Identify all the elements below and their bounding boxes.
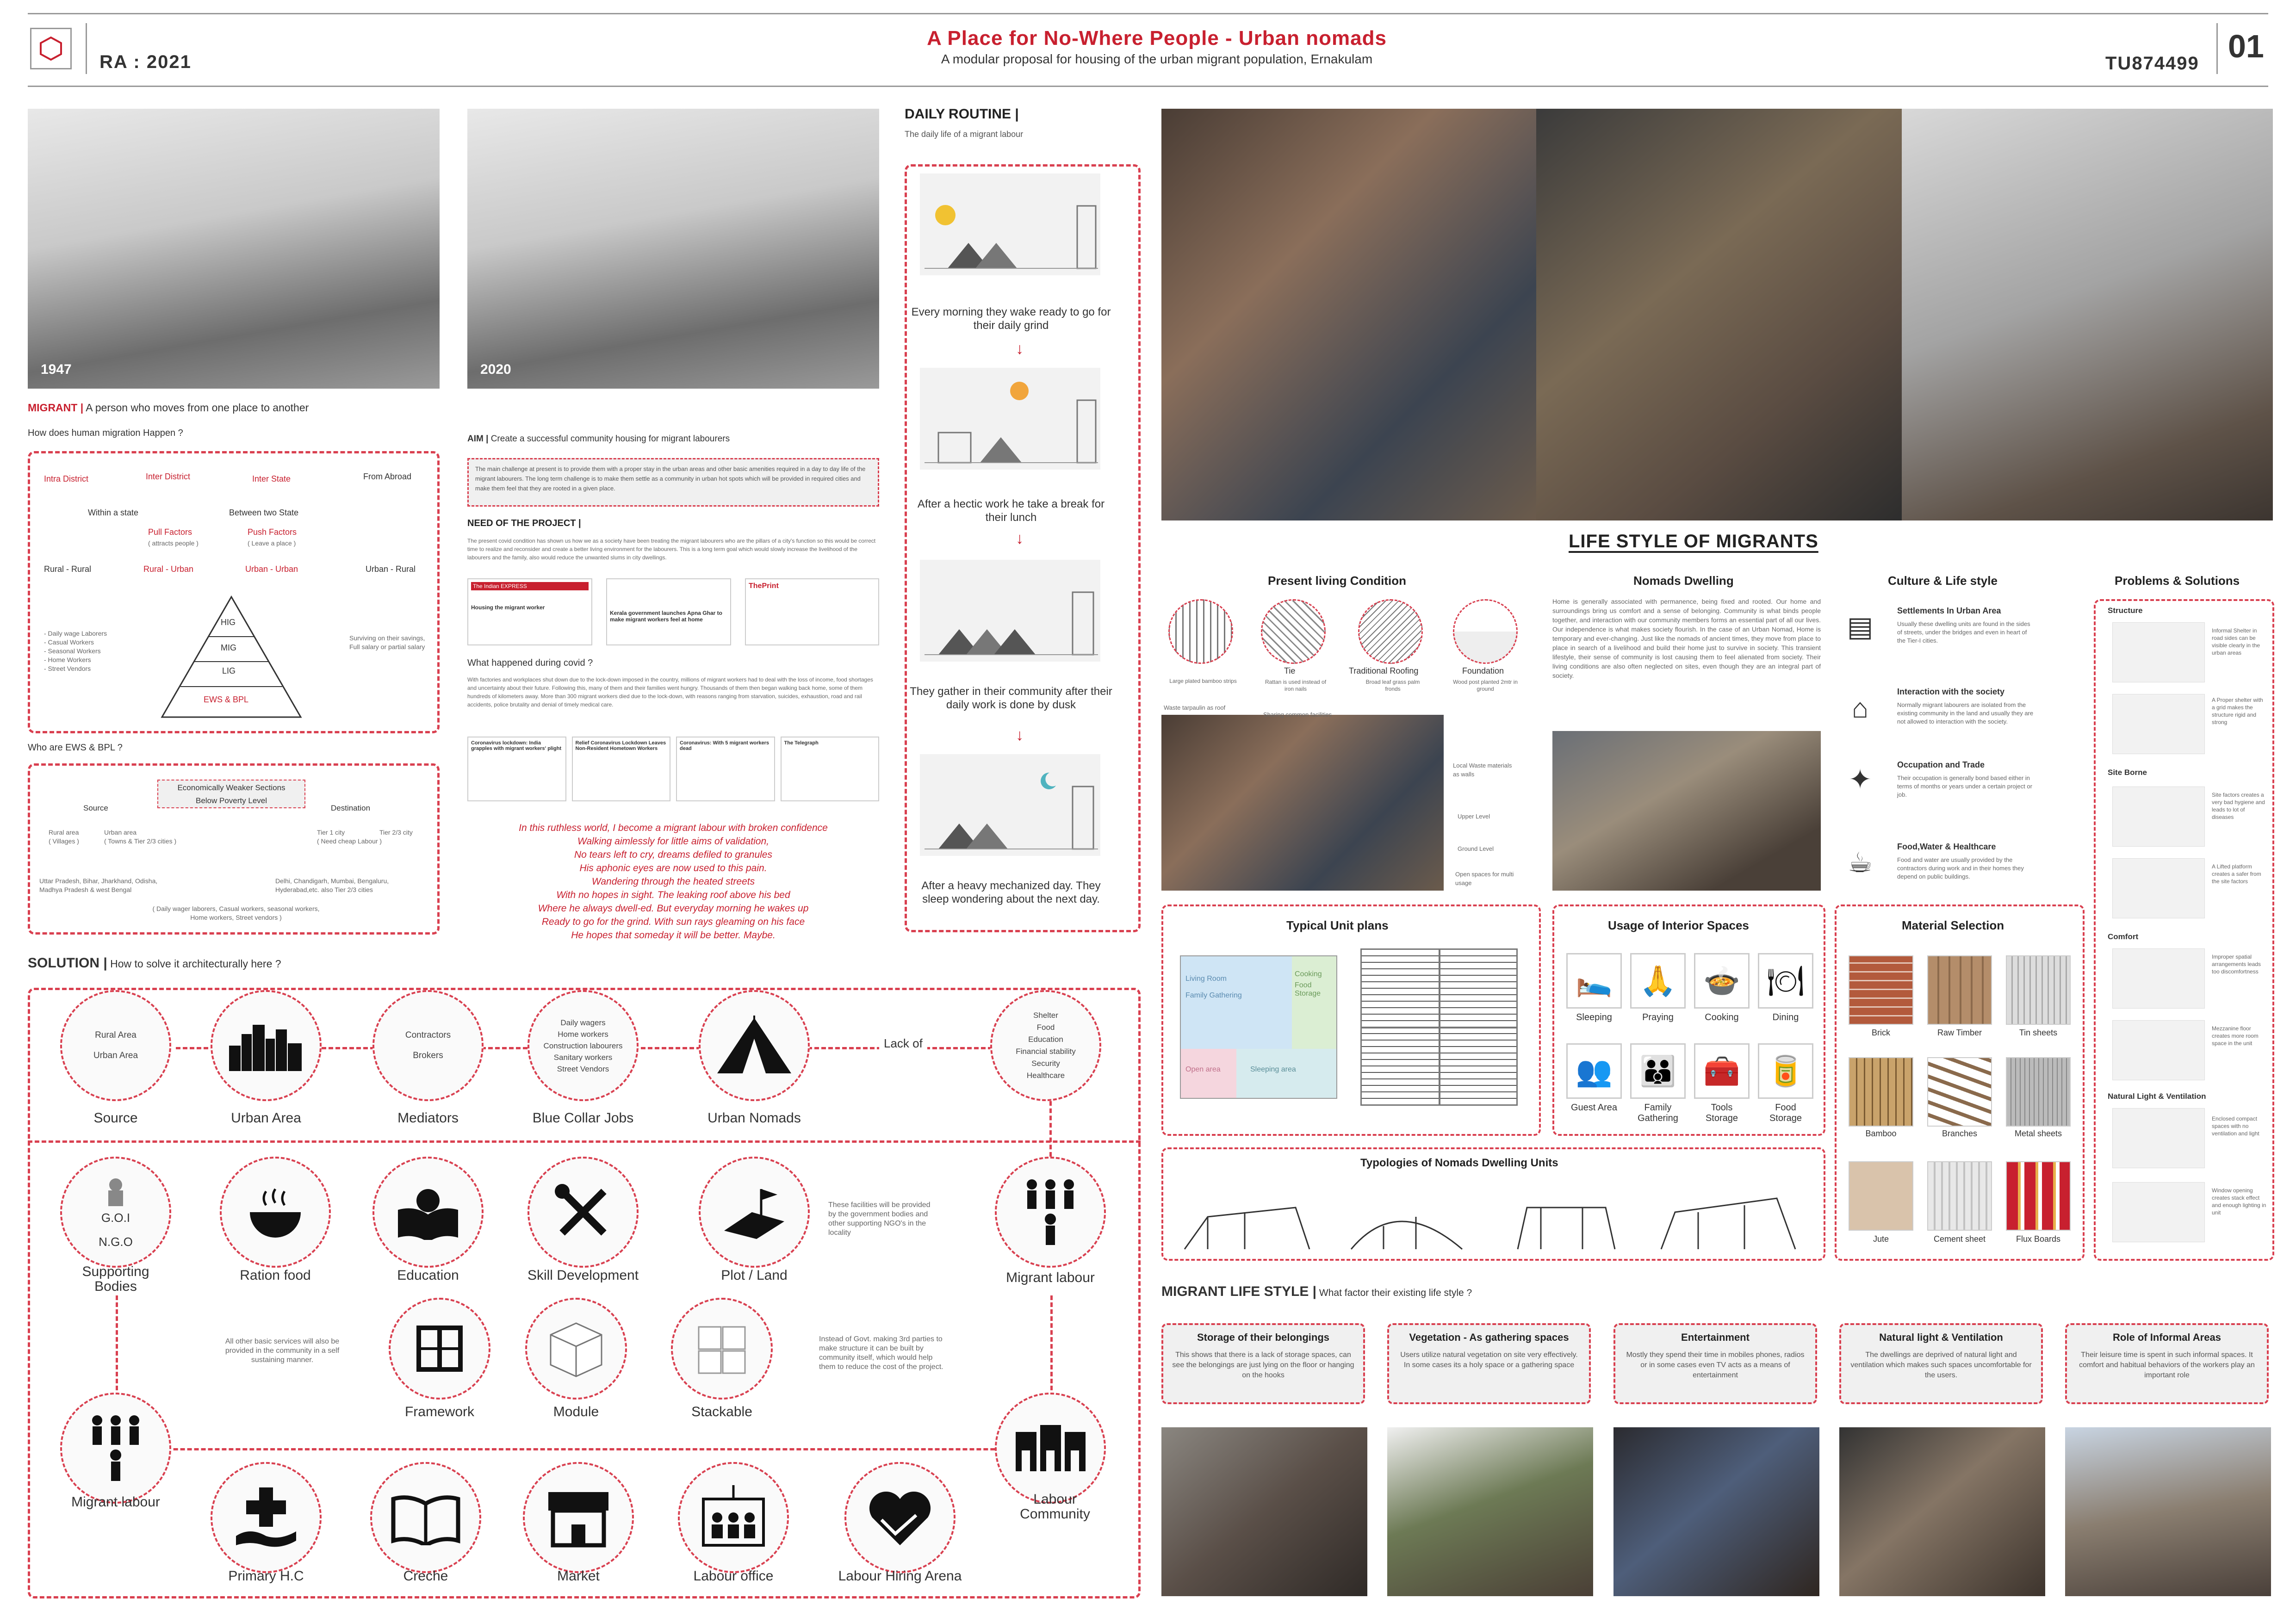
open-book-icon <box>391 1490 460 1545</box>
ra-label: RA : 2021 <box>99 52 192 72</box>
group-comfort: Comfort <box>2108 932 2139 941</box>
pyramid-ews: EWS & BPL <box>204 695 249 704</box>
label-migrant-labour-bottom: Migrant labour <box>71 1494 160 1510</box>
mls-card-storage: Storage of their belongings This shows that there is a lack of storage spaces, can see the belongings are just lying on the floor or hanging on the hooks <box>1161 1323 1365 1404</box>
mat-timber: Raw Timber <box>1937 1028 1982 1037</box>
circle-supporting-bodies: G.O.I N.G.O <box>60 1157 171 1268</box>
culture-title: Culture & Life style <box>1888 574 1998 588</box>
culture-t3: Occupation and Trade <box>1897 760 1985 769</box>
circle-labour-community <box>995 1393 1106 1504</box>
flow-urban-urban: Urban - Urban <box>245 564 298 574</box>
usage-food: Food Storage <box>1769 1103 1802 1123</box>
mat-jute: Jute <box>1873 1234 1889 1244</box>
healthcare-icon <box>234 1485 298 1550</box>
label-labour-community: Labour Community <box>1020 1492 1090 1522</box>
from-abroad: From Abroad <box>363 472 412 481</box>
routine-arrow-3: ↓ <box>1016 726 1024 744</box>
row2-drop <box>1049 1101 1052 1157</box>
label-hiring: Labour Hiring Arena <box>838 1568 962 1584</box>
label-education: Education <box>397 1268 459 1283</box>
present-title: Present living Condition <box>1268 574 1407 588</box>
sub-tie: Rattan is used instead of iron nails <box>1265 679 1327 692</box>
mls-photo-vegetation <box>1387 1427 1593 1596</box>
routine-text-3: They gather in their community after their daily work is done by dusk <box>910 685 1112 711</box>
photo-boy-tracks <box>1902 109 2273 520</box>
routine-heading: DAILY ROUTINE | <box>905 106 1019 122</box>
label-source: Source <box>93 1110 138 1126</box>
routine-sub: The daily life of a migrant labour <box>905 130 1024 139</box>
mat-metal: Metal sheets <box>2014 1129 2062 1138</box>
worker-list: - Daily wage Laborers - Casual Workers - Seasonal Workers - Home Workers - Street Vendors <box>44 630 107 672</box>
flow-rural-urban: Rural - Urban <box>143 564 194 574</box>
usage-dining-icon: 🍽 <box>1758 953 1813 1009</box>
circle-creche <box>370 1462 481 1573</box>
shop-icon <box>544 1487 613 1548</box>
header-divider-right <box>2216 23 2218 74</box>
room-sleeping: Sleeping area <box>1236 1049 1336 1098</box>
callout-open: Open spaces for multi usage <box>1455 871 1514 886</box>
label-blue-collar: Blue Collar Jobs <box>532 1110 634 1126</box>
group-site-borne: Site Borne <box>2108 768 2147 777</box>
ews-cities: Delhi, Chandigarh, Mumbai, Bengaluru, Hyderabad,etc. also Tier 2/3 cities <box>275 877 389 893</box>
mls-card-informal: Role of Informal Areas Their leisure time is spent in such informal spaces. It comfort and habitual behaviors of the workers play an important role <box>2065 1323 2269 1404</box>
label-mediators: Mediators <box>397 1110 459 1126</box>
ews-question: Who are EWS & BPL ? <box>28 743 123 753</box>
routine-scene-night <box>920 754 1100 856</box>
tex-metal <box>2006 1057 2071 1127</box>
circle-needs: Shelter Food Education Financial stability Security Healthcare <box>990 990 1101 1101</box>
mls-card-light: Natural light & Ventilation The dwellings are deprived of natural light and ventilation which makes such spaces uncomfortable for the users. <box>1839 1323 2043 1404</box>
sheet-number: 01 <box>2228 28 2264 64</box>
usage-guest-icon: 👥 <box>1566 1043 1622 1099</box>
push-sub: ( Leave a place ) <box>248 539 296 547</box>
migrant-heading: MIGRANT | A person who moves from one place to another <box>28 402 309 414</box>
savings-note: Surviving on their savings, Full salary or partial salary <box>349 634 425 650</box>
ews-diagram <box>28 763 440 935</box>
within-state: Within a state <box>88 508 139 517</box>
family-icon-2 <box>83 1413 148 1483</box>
circle-education <box>372 1157 484 1268</box>
label-creche: Creche <box>403 1568 448 1584</box>
ews-tier1: Tier 1 city ( Need cheap Labour ) <box>317 829 382 845</box>
callout-common: Sharing common facilities <box>1263 711 1332 718</box>
pull-sub: ( attracts people ) <box>148 539 199 547</box>
mat-branches: Branches <box>1942 1129 1978 1138</box>
photo-nomads-dwelling <box>1552 731 1821 891</box>
usage-tools-icon: 🧰 <box>1694 1043 1750 1099</box>
room-living: Living Room Family Gathering <box>1181 956 1292 1049</box>
solution-divider <box>28 1140 1141 1143</box>
circle-framework <box>389 1298 490 1400</box>
tex-cement <box>1927 1161 1992 1231</box>
problem-note-1: Informal Shelter in road sides can be visible clearly in the urban areas <box>2212 627 2260 656</box>
culture-d2: Normally migrant labourers are isolated from the existing community in the land and usually they are not allowed to interaction with the society. <box>1897 701 2034 725</box>
inter-district: Inter District <box>146 472 191 481</box>
city-skyline-icon <box>227 1020 305 1071</box>
group-natural-light: Natural Light & Ventilation <box>2108 1092 2206 1101</box>
label-urban-area: Urban Area <box>231 1110 301 1126</box>
migration-question: How does human migration Happen ? <box>28 428 183 438</box>
left-vertical <box>116 1295 118 1397</box>
circle-plot <box>699 1157 810 1268</box>
unit-plan-colour <box>1180 955 1337 1099</box>
third-party-note: Instead of Govt. making 3rd parties to make structure it can be built by community itself, which would help them to reduce the cost of the project. <box>819 1335 943 1371</box>
circle-skill <box>527 1157 639 1268</box>
page-subtitle: A modular proposal for housing of the urban migrant population, Ernakulam <box>941 52 1373 66</box>
right-vertical <box>1050 1295 1053 1397</box>
problems-title: Problems & Solutions <box>2115 574 2240 588</box>
between-states: Between two State <box>229 508 299 517</box>
usage-guest: Guest Area <box>1570 1103 1618 1113</box>
label-skill: Skill Development <box>527 1268 639 1283</box>
problem-sketch-8 <box>2112 1182 2205 1242</box>
poem: In this ruthless world, I become a migrant labour with broken confidence Walking aimlessly for little aims of validation, No tears left to cry, dreams defiled to granules His aphonic eyes are now used to this pain. Wandering through the heated streets With no hopes in sight. The leaking roof above his bed Where he always dwell-ed. But everyday morning he wakes up Ready to go for the grind. With sun rays gleaming on his face He hopes that someday it will be better. Maybe. <box>519 823 828 941</box>
label-ration-food: Ration food <box>240 1268 311 1283</box>
pyramid-lig: LIG <box>222 666 236 675</box>
circle-urban-nomads <box>699 990 810 1101</box>
usage-praying: Praying <box>1642 1012 1674 1022</box>
office-meeting-icon <box>699 1485 768 1550</box>
detail-tie <box>1261 599 1326 664</box>
usage-family: Family Gathering <box>1638 1103 1678 1123</box>
need-clipping-2: Kerala government launches Apna Ghar to make migrant workers feel at home <box>606 578 731 645</box>
culture-d1: Usually these dwelling units are found in the sides of streets, under the bridges and even in heart of the Tier-I cities. <box>1897 620 2030 644</box>
sub-roofing: Broad leaf grass palm fronds <box>1365 679 1420 692</box>
header-bottom-rule <box>28 86 2268 87</box>
mat-tin: Tin sheets <box>2019 1028 2058 1037</box>
problem-sketch-3 <box>2112 787 2205 847</box>
culture-d3: Their occupation is generally bond based either in terms of months or years under a certain project or job. <box>1897 774 2032 798</box>
usage-cooking-icon: 🍲 <box>1694 953 1750 1009</box>
covid-clippings: Coronavirus lockdown: India grapples with migrant workers' plight Relief Coronavirus Lockdown Leaves Non-Resident Hometown Workers Coronavirus: With 5 migrant workers dead The Telegraph <box>467 737 879 801</box>
intra-district: Intra District <box>44 474 89 483</box>
pyramid-mig: MIG <box>221 643 236 652</box>
culture-t4: Food,Water & Healthcare <box>1897 842 1996 851</box>
govt-note: These facilities will be provided by the government bodies and other supporting NGO's in the locality <box>828 1201 931 1237</box>
problem-sketch-6 <box>2112 1020 2205 1080</box>
label-stackable: Stackable <box>691 1404 752 1419</box>
circle-hiring <box>844 1462 956 1573</box>
callout-tarpaulin: Waste tarpaulin as roof <box>1164 704 1226 711</box>
land-plot-icon <box>720 1184 789 1240</box>
circle-market <box>523 1462 634 1573</box>
detail-roofing <box>1358 599 1423 664</box>
lifestyle-heading: LIFE STYLE OF MIGRANTS <box>1569 531 1818 551</box>
usage-cooking: Cooking <box>1705 1012 1739 1022</box>
problem-note-3: Site factors creates a very bad hygiene and leads to lot of diseases <box>2212 792 2265 820</box>
circle-stackable <box>671 1298 773 1400</box>
unit-plans-title: Typical Unit plans <box>1286 918 1389 932</box>
routine-scene-dusk <box>920 560 1100 662</box>
solution-heading: SOLUTION | How to solve it architecturally here ? <box>28 955 281 971</box>
material-title: Material Selection <box>1902 918 2004 932</box>
ews-states: Uttar Pradesh, Bihar, Jharkhand, Odisha, Madhya Pradesh & west Bengal <box>39 877 158 893</box>
photo-2020: 2020 <box>467 109 879 389</box>
unit-plan-structure <box>1360 948 1518 1106</box>
usage-praying-icon: 🙏 <box>1630 953 1686 1009</box>
mls-heading: MIGRANT LIFE STYLE | What factor their existing life style ? <box>1161 1284 1472 1299</box>
routine-arrow-2: ↓ <box>1016 530 1024 547</box>
usage-sleeping-icon: 🛌 <box>1566 953 1622 1009</box>
mls-photo-storage <box>1161 1427 1367 1596</box>
routine-text-1: Every morning they wake ready to go for their daily grind <box>911 306 1111 332</box>
pyramid-hig: HIG <box>221 618 236 627</box>
mat-flux: Flux Boards <box>2016 1234 2061 1244</box>
label-market: Market <box>557 1568 600 1584</box>
problem-sketch-4 <box>2112 858 2205 918</box>
reading-icon <box>396 1184 460 1240</box>
covid-heading: What happened during covid ? <box>467 658 593 668</box>
need-clipping-3: ThePrint <box>745 578 879 645</box>
need-clipping-1: The Indian EXPRESS Housing the migrant worker <box>467 578 592 645</box>
framework-icon <box>412 1321 467 1376</box>
covid-text: With factories and workplaces shut down due to the lock-down imposed in the country, millions of migrant workers had to deal with the loss of income, food shortages and uncertainty about their future. Following this, many of them and their families went hungry. Thousands of them then began walking back home, some of them hundreds of kilometers away. More than 300 migrant workers died due to the lock-down, with reasons ranging from starvation, suicides, exhaustion, road and rail accidents, police brutality and denial of timely medical care. <box>467 676 873 708</box>
room-open: Open area <box>1181 1049 1236 1098</box>
label-tie: Tie <box>1284 666 1296 675</box>
photo-crowd-train <box>1161 109 1536 520</box>
usage-dining: Dining <box>1772 1012 1799 1022</box>
problem-note-2: A Proper shelter with a grid makes the structure rigid and strong <box>2212 697 2263 725</box>
callout-ground: Ground Level <box>1458 845 1494 852</box>
sheet-code: TU874499 <box>2105 53 2199 74</box>
need-text: The present covid condition has shown us how we as a society have been treating the migrant labourers who are the pillars of a city's function so this would be correct time to realize and reconsider and create a better living environment for the labourers. This is a long term goal which would slowly increase the livelihood of the labourers and the family, also would reduce the unwanted slums in city dwellings. <box>467 538 876 561</box>
aim-box: The main challenge at present is to provide them with a proper stay in the urban areas and other basic amenities required in a day to day life of the migrant labourers. The long term challenge is to make them settle as a community in urban hot spots which will be provided in required cities and make them feel that they are rooted in a given place. <box>467 458 879 507</box>
culture-t1: Settlements In Urban Area <box>1897 606 2001 615</box>
nomads-title: Nomads Dwelling <box>1633 574 1734 588</box>
family-icon <box>1018 1177 1083 1247</box>
migration-diagram <box>28 451 440 733</box>
routine-text-2: After a hectic work he take a break for their lunch <box>917 498 1105 524</box>
mls-card-vegetation: Vegetation - As gathering spaces Users utilize natural vegetation on site very effectively. In some cases its a holy space or a gathering space <box>1387 1323 1591 1404</box>
header-top-rule <box>28 13 2268 14</box>
ews-note: ( Daily wager laborers, Casual workers, seasonal workers, Home workers, Street vendors ) <box>152 905 320 921</box>
detail-bamboo <box>1168 599 1233 664</box>
header-divider-left <box>86 23 87 74</box>
lack-of-label: Lack of <box>879 1036 927 1051</box>
circle-labour-office <box>678 1462 789 1573</box>
mls-photo-entertainment <box>1613 1427 1819 1596</box>
circle-module <box>525 1298 627 1400</box>
tex-flux <box>2006 1161 2071 1231</box>
page-title: A Place for No-Where People - Urban nomads <box>927 27 1387 50</box>
routine-text-4: After a heavy mechanized day. They sleep wondering about the next day. <box>921 880 1101 905</box>
circle-primary-hc <box>211 1462 322 1573</box>
flow-urban-rural: Urban - Rural <box>366 564 416 574</box>
mls-photo-light <box>1839 1427 2045 1596</box>
usage-food-icon: 🥫 <box>1758 1043 1813 1099</box>
typologies-title: Typologies of Nomads Dwelling Units <box>1360 1157 1558 1169</box>
flow-rural-rural: Rural - Rural <box>44 564 92 574</box>
module-cube-icon <box>546 1319 606 1379</box>
ews-rural: Rural area ( Villages ) <box>49 829 79 845</box>
circle-source: Rural Area Urban Area <box>60 990 171 1101</box>
need-heading: NEED OF THE PROJECT | <box>467 518 581 528</box>
sub-bamboo: Large plated bamboo strips <box>1169 678 1237 684</box>
callout-upper: Upper Level <box>1458 813 1490 820</box>
tent-icon <box>715 1016 794 1076</box>
tex-timber <box>1927 955 1992 1025</box>
circle-ration-food <box>220 1157 331 1268</box>
ews-source: Source <box>83 804 108 812</box>
problem-note-7: Enclosed compact spaces with no ventilation and light <box>2212 1115 2259 1137</box>
tex-bamboo <box>1849 1057 1913 1127</box>
culture-icon-occupation: ✦ <box>1848 764 1872 795</box>
stacked-modules-icon <box>692 1319 752 1379</box>
detail-foundation <box>1453 599 1518 664</box>
problem-note-8: Window opening creates stack effect and enough lighting in unit <box>2212 1187 2266 1216</box>
row4-line <box>111 1448 1050 1450</box>
push-factors: Push Factors <box>248 527 297 537</box>
ews-tier23: Tier 2/3 city <box>379 829 413 836</box>
tex-jute <box>1849 1161 1913 1231</box>
aim-heading: AIM | Create a successful community housing for migrant labourers <box>467 434 730 444</box>
problem-sketch-2 <box>2112 694 2205 754</box>
problem-note-4: A Lifted platform creates a safer from the site factors <box>2212 863 2261 885</box>
label-migrant-labour-top: Migrant labour <box>1006 1270 1095 1285</box>
routine-scene-lunch <box>920 368 1100 470</box>
other-services-note: All other basic services will also be provided in the community in a self sustaining manner. <box>225 1338 340 1364</box>
culture-d4: Food and water are usually provided by the contractors during work and in their homes they depend on public buildings. <box>1897 856 2024 880</box>
label-foundation: Foundation <box>1462 666 1504 675</box>
tex-brick <box>1849 955 1913 1025</box>
circle-migrant-labour-bottom <box>60 1393 171 1504</box>
problem-note-6: Mezzanine floor creates more room space in the unit <box>2212 1025 2259 1047</box>
room-cooking: Cooking Food Storage <box>1292 956 1336 1049</box>
circle-migrant-labour-top <box>995 1157 1106 1268</box>
label-urban-nomads: Urban Nomads <box>707 1110 801 1126</box>
ews-box: Economically Weaker Sections Below Poverty Level <box>157 780 305 808</box>
photo-slum-present <box>1161 715 1444 891</box>
mat-cement: Cement sheet <box>1933 1234 1986 1244</box>
photo-1947: 1947 <box>28 109 440 389</box>
mat-bamboo: Bamboo <box>1865 1129 1897 1138</box>
tex-branches <box>1927 1057 1992 1127</box>
circle-mediators: Contractors Brokers <box>372 990 484 1101</box>
mls-photo-informal <box>2065 1427 2271 1596</box>
usage-title: Usage of Interior Spaces <box>1608 918 1749 932</box>
culture-t2: Interaction with the society <box>1897 687 2005 696</box>
label-primary-hc: Primary H.C <box>228 1568 304 1584</box>
problem-sketch-5 <box>2112 948 2205 1009</box>
emblem-icon <box>102 1177 130 1209</box>
tex-tin <box>2006 955 2071 1025</box>
mat-brick: Brick <box>1872 1028 1890 1037</box>
ews-urban: Urban area ( Towns & Tier 2/3 cities ) <box>104 829 177 845</box>
problem-sketch-1 <box>2112 622 2205 682</box>
handshake-heart-icon <box>865 1487 935 1548</box>
culture-icon-settlement: ▤ <box>1847 611 1874 642</box>
callout-walls: Local Waste materials as walls <box>1453 762 1512 778</box>
label-supporting-bodies: Supporting Bodies <box>82 1264 149 1294</box>
routine-arrow-1: ↓ <box>1016 340 1024 358</box>
routine-scene-morning <box>920 173 1100 275</box>
usage-sleeping: Sleeping <box>1576 1012 1612 1022</box>
mls-card-entertainment: Entertainment Mostly they spend their time in mobiles phones, radios or in some cases even TV acts as a means of entertainment <box>1613 1323 1817 1404</box>
usage-tools: Tools Storage <box>1705 1103 1738 1123</box>
label-roofing: Traditional Roofing <box>1349 666 1419 675</box>
culture-icon-food: ☕ <box>1848 847 1873 878</box>
problem-sketch-7 <box>2112 1108 2205 1168</box>
label-plot: Plot / Land <box>721 1268 788 1283</box>
label-module: Module <box>553 1404 599 1419</box>
typology-sketches <box>1175 1180 1814 1254</box>
sub-foundation: Wood post planted 2mtr in ground <box>1453 679 1518 692</box>
problem-note-5: Improper spatial arrangements leads too discomfortness <box>2212 954 2261 975</box>
circle-blue-collar: Daily wagers Home workers Construction labourers Sanitary workers Street Vendors <box>527 990 639 1101</box>
inter-state: Inter State <box>252 474 291 483</box>
tools-icon <box>553 1182 613 1242</box>
group-structure: Structure <box>2108 606 2143 615</box>
usage-family-icon: 👪 <box>1630 1043 1686 1099</box>
photo-migrants-truck <box>1536 109 1902 520</box>
community-houses-icon <box>1013 1423 1087 1474</box>
food-bowl-icon <box>245 1184 305 1240</box>
logo <box>30 28 72 69</box>
culture-icon-interaction: ⌂ <box>1851 692 1869 724</box>
ews-destination: Destination <box>331 804 371 812</box>
nomads-text: Home is generally associated with permanence, being fixed and rooted. Our home and surroundings bring us comfort and a sense of belonging. Community is what binds people together, and interaction with our community members forms an essential part of all our lives. Our independence is what makes society flourish. In the case of an Urban Nomad, Home is temporary and ever-changing. Just like the nomads of ancient times, they move from place to place in search of a livelihood and build their home just to survive in society. This transient lifestyle, their sense of community is lost causing them to feel alienated from society. Their living conditions are also often neglected on sites, even though they are an integral part of society. <box>1552 598 1821 679</box>
pull-factors: Pull Factors <box>148 527 192 537</box>
label-framework: Framework <box>404 1404 474 1419</box>
circle-urban-area <box>211 990 322 1101</box>
label-labour-office: Labour office <box>693 1568 774 1584</box>
